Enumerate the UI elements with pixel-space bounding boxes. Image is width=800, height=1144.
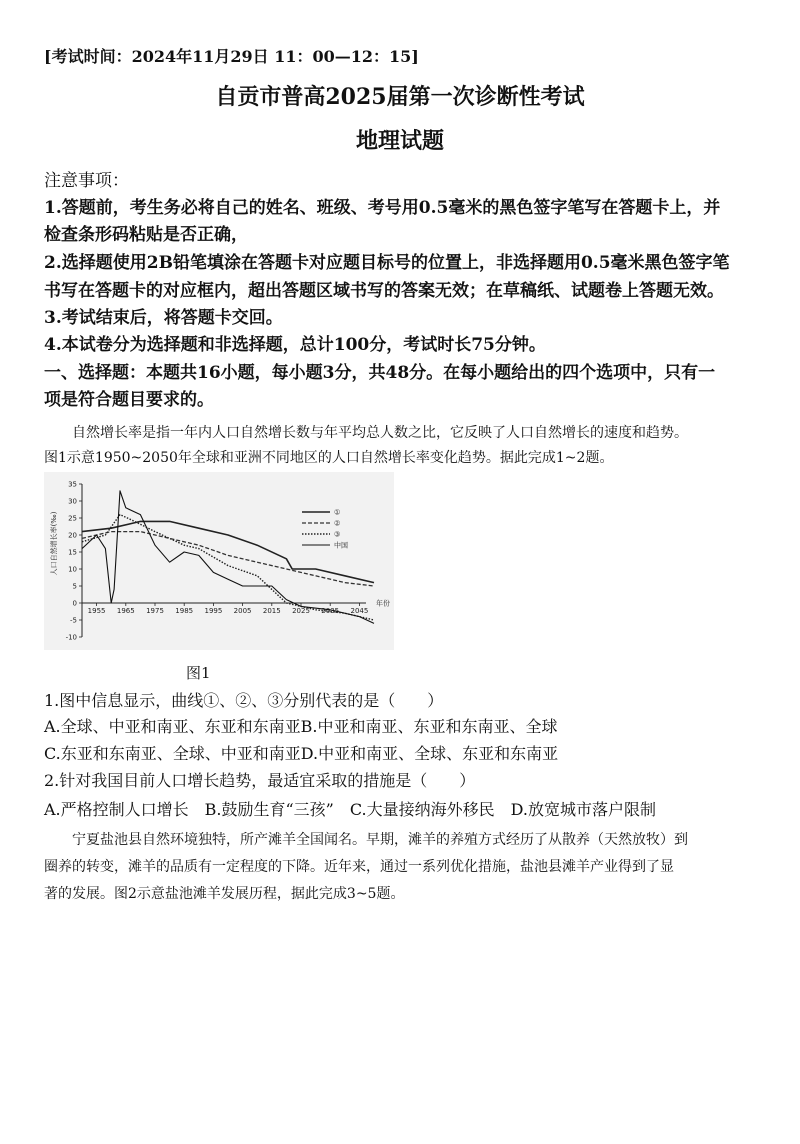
passage2-line2: 圈养的转变，滩羊的品质有一定程度的下降。近年来，通过一系列优化措施，盐池县滩羊产业得到了显 — [44, 859, 674, 875]
y-tick-label: 30 — [68, 497, 77, 506]
y-tick-label: 5 — [72, 582, 77, 591]
y-tick-label: 0 — [72, 599, 77, 608]
x-tick-label: 1965 — [116, 607, 135, 615]
y-tick-label: 25 — [68, 514, 77, 523]
legend-label: ① — [334, 508, 341, 517]
y-tick-label: -10 — [65, 633, 77, 642]
x-tick-label: 2005 — [233, 607, 252, 615]
q1-options-ab: A.全球、中亚和南亚、东亚和东南亚B.中亚和南亚、东亚和东南亚、全球 — [44, 717, 558, 736]
q1-stem: 1.图中信息显示，曲线①、②、③分别代表的是（ ） — [44, 691, 444, 710]
x-tick-label: 2045 — [350, 607, 369, 615]
y-tick-label: 20 — [68, 531, 77, 540]
notice-item-2b: 书写在答题卡的对应框内，超出答题区域书写的答案无效；在草稿纸、试题卷上答题无效。 — [44, 281, 724, 301]
notice-item-1a: 1.答题前，考生务必将自己的姓名、班级、考号用0.5毫米的黑色签字笔写在答题卡上，并 — [44, 198, 721, 218]
y-tick-label: -5 — [70, 616, 77, 625]
figure1-caption: 图1 — [186, 664, 211, 682]
y-tick-label: 15 — [68, 548, 77, 557]
population-growth-chart — [44, 472, 394, 650]
subject-title: 地理试题 — [355, 128, 444, 154]
passage2-line1: 宁夏盐池县自然环境独特，所产滩羊全国闻名。早期，滩羊的养殖方式经历了从散养（天然放牧）到 — [72, 832, 688, 848]
passage1-line1: 自然增长率是指一年内人口自然增长数与年平均总人数之比，它反映了人口自然增长的速度和趋势。 — [72, 425, 688, 441]
section-heading-a: 一、选择题：本题共16小题，每小题3分，共48分。在每小题给出的四个选项中，只有一 — [44, 363, 716, 383]
legend-label: ③ — [334, 530, 341, 539]
notice-item-1b: 检查条形码粘贴是否正确， — [44, 225, 248, 245]
legend-label: ② — [334, 519, 341, 528]
notice-item-3: 3.考试结束后，将答题卡交回。 — [44, 308, 283, 328]
passage1-line2: 图1示意1950~2050年全球和亚洲不同地区的人口自然增长率变化趋势。据此完成1~2题。 — [44, 450, 614, 466]
y-tick-label: 10 — [68, 565, 77, 574]
notice-heading: 注意事项： — [44, 171, 129, 191]
notice-item-2a: 2.选择题使用2B铅笔填涂在答题卡对应题目标号的位置上，非选择题用0.5毫米黑色签字笔 — [44, 253, 730, 273]
x-tick-label: 2035 — [321, 607, 340, 615]
exam-time: [考试时间：2024年11月29日 11：00—12：15] — [44, 47, 419, 66]
exam-title: 自贡市普高2025届第一次诊断性考试 — [215, 84, 585, 110]
x-tick-label: 1975 — [146, 607, 164, 615]
x-tick-label: 1955 — [87, 607, 106, 615]
section-heading-b: 项是符合题目要求的。 — [44, 390, 214, 410]
x-tick-label: 2025 — [292, 607, 310, 615]
q2-stem: 2.针对我国目前人口增长趋势，最适宜采取的措施是（ ） — [44, 771, 476, 790]
q2-options: A.严格控制人口增长 B.鼓励生育“三孩” C.大量接纳海外移民 D.放宽城市落户限制 — [44, 800, 656, 819]
passage2-line3: 著的发展。图2示意盐池滩羊发展历程，据此完成3~5题。 — [44, 886, 405, 902]
legend-label: 中国 — [334, 541, 348, 550]
x-tick-label: 1985 — [175, 607, 194, 615]
q1-options-cd: C.东亚和东南亚、全球、中亚和南亚D.中亚和南亚、全球、东亚和东南亚 — [44, 744, 559, 763]
notice-item-4: 4.本试卷分为选择题和非选择题，总计100分，考试时长75分钟。 — [44, 335, 546, 355]
x-tick-label: 1995 — [204, 607, 223, 615]
x-tick-label: 2015 — [262, 607, 281, 615]
y-axis-label: 人口自然增长率(‰) — [50, 511, 58, 576]
x-axis-label: 年份 — [376, 599, 390, 608]
y-tick-label: 35 — [68, 480, 77, 489]
